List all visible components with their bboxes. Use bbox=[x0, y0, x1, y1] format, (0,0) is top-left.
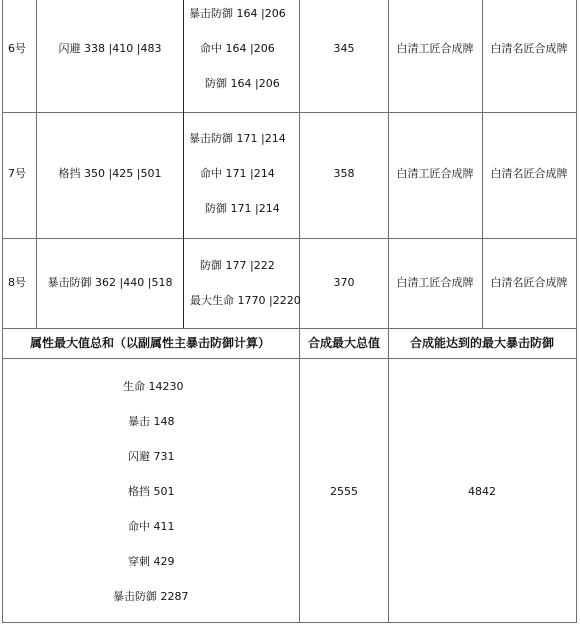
summary-header-total: 合成最大总值 bbox=[307, 336, 381, 350]
sub-attribute: 暴击防御 164 |206 bbox=[189, 7, 286, 20]
col-border bbox=[2, 328, 3, 623]
attribute-total: 358 bbox=[333, 167, 355, 180]
summary-stat: 暴击 148 bbox=[128, 415, 175, 428]
row-number: 6号 bbox=[8, 42, 26, 55]
row-number: 8号 bbox=[8, 276, 26, 289]
sub-attribute: 命中 171 |214 bbox=[200, 167, 275, 180]
row-number: 7号 bbox=[8, 167, 26, 180]
sub-attribute: 暴击防御 171 |214 bbox=[189, 132, 286, 145]
summary-stat: 生命 14230 bbox=[123, 380, 184, 393]
row-border bbox=[2, 238, 576, 239]
synthesis-card: 白清名匠合成牌 bbox=[490, 276, 568, 289]
col-border bbox=[576, 0, 577, 623]
main-attribute: 暴击防御 362 |440 |518 bbox=[47, 276, 173, 289]
sub-attribute: 最大生命 1770 |2220 bbox=[190, 294, 301, 307]
synthesis-card: 白清工匠合成牌 bbox=[396, 276, 474, 289]
summary-total-value: 2555 bbox=[330, 485, 358, 498]
summary-header-crit: 合成能达到的最大暴击防御 bbox=[409, 336, 555, 350]
row-border bbox=[2, 328, 576, 329]
col-border bbox=[2, 0, 3, 328]
attribute-total: 370 bbox=[333, 276, 355, 289]
summary-stat: 闪避 731 bbox=[128, 450, 175, 463]
synthesis-card: 白清工匠合成牌 bbox=[396, 42, 474, 55]
synthesis-card: 白清名匠合成牌 bbox=[490, 167, 568, 180]
summary-crit-value: 4842 bbox=[468, 485, 496, 498]
row-border bbox=[2, 622, 576, 623]
synthesis-card: 白清名匠合成牌 bbox=[490, 42, 568, 55]
col-border bbox=[388, 0, 389, 623]
summary-stat: 命中 411 bbox=[128, 520, 175, 533]
row-border bbox=[2, 112, 576, 113]
attribute-total: 345 bbox=[333, 42, 355, 55]
sub-attribute: 防御 171 |214 bbox=[205, 202, 280, 215]
sub-attribute: 防御 177 |222 bbox=[200, 259, 275, 272]
summary-stat: 穿刺 429 bbox=[128, 555, 175, 568]
col-border bbox=[36, 0, 37, 328]
synthesis-card: 白清工匠合成牌 bbox=[396, 167, 474, 180]
sub-attribute: 命中 164 |206 bbox=[200, 42, 275, 55]
col-border bbox=[299, 0, 300, 623]
summary-stat: 格挡 501 bbox=[128, 485, 175, 498]
row-border bbox=[2, 358, 576, 359]
summary-header-stats: 属性最大值总和（以副属性主暴击防御计算） bbox=[29, 336, 271, 350]
summary-stat: 暴击防御 2287 bbox=[113, 590, 189, 603]
sub-attribute: 防御 164 |206 bbox=[205, 77, 280, 90]
col-border bbox=[482, 0, 483, 328]
col-border bbox=[183, 0, 184, 328]
main-attribute: 格挡 350 |425 |501 bbox=[58, 167, 162, 180]
main-attribute: 闪避 338 |410 |483 bbox=[58, 42, 162, 55]
